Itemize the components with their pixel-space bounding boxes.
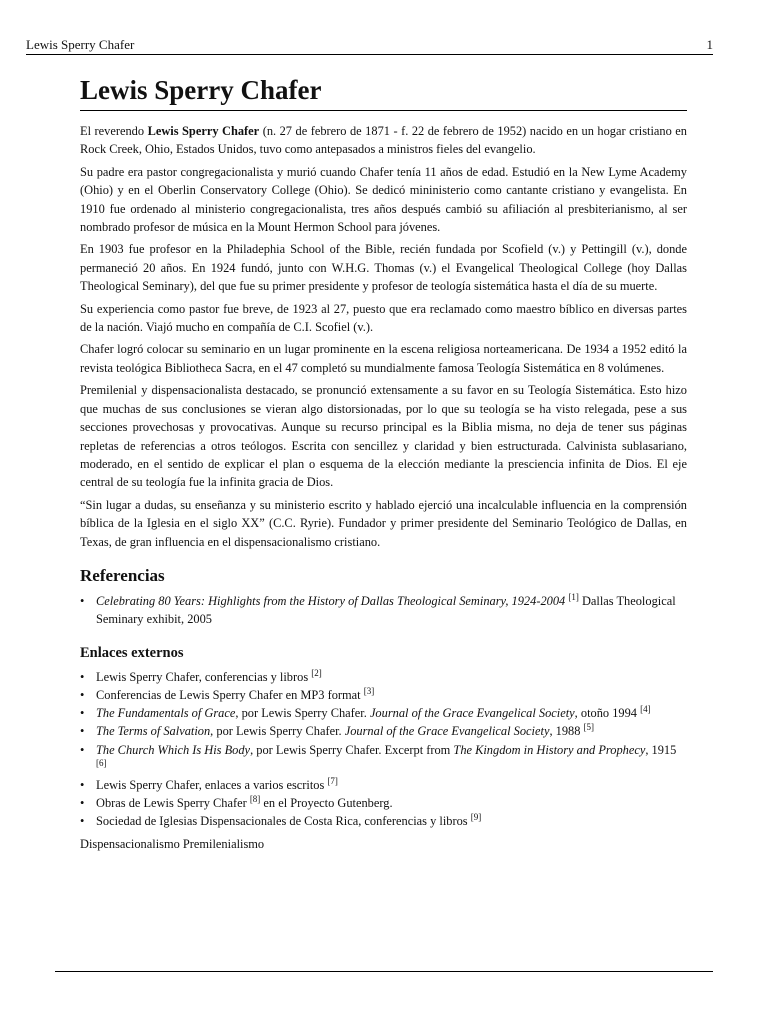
external-link-text-after: en el Proyecto Gutenberg. — [260, 796, 393, 811]
external-link-item — [96, 723, 687, 741]
paragraph-pastor: Su experiencia como pastor fue breve, de 1923 al 27, puesto que era reclamado como maestro bíblico en diversas partes de la nación. Viajó mucho en compañía de C.I. Scofiel (v.). — [80, 301, 687, 335]
article-body — [80, 122, 687, 551]
external-link-text: , por Lewis Sperry Chafer. — [210, 724, 345, 739]
external-links-heading: Enlaces externos — [80, 645, 184, 662]
external-link-text: Lewis Sperry Chafer, conferencias y libros — [96, 670, 312, 685]
external-link-text: Obras de Lewis Sperry Chafer — [96, 796, 250, 811]
journal-title: Journal of the Grace Evangelical Society — [344, 724, 550, 739]
reference-link-9[interactable]: [9] — [470, 812, 482, 823]
paragraph-seminary: Chafer logró colocar su seminario en un lugar prominente en la escena religiosa norteamericana. De 1934 a 1952 editó la revista teológica Bibliotheca Sacra, en el 47 completó su mundialmente famosa Teología Sistemática en 8 volúmenes. — [80, 342, 687, 375]
external-link-item — [96, 669, 687, 687]
reference-link-1[interactable]: [1] — [568, 591, 579, 602]
reference-title: Celebrating 80 Years: Highlights from the History of Dallas Theological Seminary, 1924-2004 — [96, 593, 566, 608]
references-heading: Referencias — [80, 565, 165, 585]
article — [80, 72, 687, 853]
reference-item — [96, 593, 687, 628]
reference-link-7[interactable]: [7] — [327, 776, 338, 787]
subject-name: Lewis Sperry Chafer — [147, 124, 260, 138]
reference-link-5[interactable]: [5] — [583, 722, 595, 733]
page-number: 1 — [706, 37, 713, 52]
paragraph-career: En 1903 fue profesor en la Philadephia School of the Bible, recién fundada por Scofield (v.) y Pettingill (v.), donde permaneció 20 años. En 1924 fundó, junto con W.H.G. Thomas (v.) el Evangelical Theological College (hoy Dallas Theological Seminary), del que fue su primer presidente y profesor de teología sistemática hasta el día de su muerte. — [80, 242, 687, 294]
reference-link-4[interactable]: [4] — [640, 704, 651, 715]
reference-link-6[interactable]: [6] — [96, 758, 107, 769]
work-title: The Church Which Is His Body — [96, 742, 251, 757]
paragraph-theology: Premilenial y dispensacionalista destacado, se pronunció extensamente a su favor en su Teología Sistemática. Esto hizo que muchas de sus conclusiones se vieran algo distorsionadas, por lo que su teología se ha visto relegada, pese a sus secciones provechosas y provocativas. Aunque su recurso principal es la Biblia misma, no deja de tener sus páginas repletas de referencias a otros teólogos. Escrita con sencillez y claridad y bien estructurada. Calvinista sublasariano, moderado, en el sentido de explicar el plan o esquema de la elección mediante la presciencia infinita de Dios. El eje central de su teología fue la infinita gracia de Dios. — [80, 383, 687, 490]
reference-link-8[interactable]: [8] — [249, 794, 261, 805]
external-link-item — [96, 777, 687, 795]
reference-link-2[interactable]: [2] — [311, 668, 322, 679]
reference-rest: Dallas Theological Seminary exhibit, 2005 — [96, 593, 676, 626]
running-header — [26, 37, 713, 55]
external-link-item — [96, 813, 687, 831]
intro-rest: (n. 27 de febrero de 1871 - f. 22 de febrero de 1952) nacido en un hogar cristiano en Rock Creek, Ohio, Estados Unidos, tuvo como antepasados a ministros fieles del evangelio. — [80, 124, 687, 157]
intro-lead: El reverendo — [80, 124, 148, 138]
external-link-date: , 1915 — [645, 742, 677, 757]
external-links-list — [80, 669, 687, 831]
external-link-date: , 1988 — [549, 724, 584, 739]
categories: Dispensacionalismo Premilenialismo — [80, 836, 265, 851]
paragraph-intro — [80, 122, 687, 159]
paragraph-early-life: Su padre era pastor congregacionalista y murió cuando Chafer tenía 11 años de edad. Estudió en la New Lyme Academy (Ohio) y en el Oberlin Conservatory College (Ohio). Se dedicó mininisterio como cantante cristiano y evangelista. En 1910 fue ordenado al ministerio congregacionalista, tres años después cambió su afiliación al presbiterianismo, al ser nombrado profesor de música en la Mount Hermon School para jóvenes. — [80, 164, 687, 235]
external-link-text: Lewis Sperry Chafer, enlaces a varios escritos — [96, 778, 328, 793]
paragraph-quote: “Sin lugar a dudas, su enseñanza y su ministerio escrito y hablado ejerció una incalculable influencia en la comprensión bíblica de la Iglesia en el siglo XX” (C.C. Ryrie). Fundador y primer presidente del Seminario Teológico de Dallas, en Texas, de gran influencia en el dispensacionalismo cristiano. — [80, 497, 687, 549]
external-link-text: Sociedad de Iglesias Dispensacionales de Costa Rica, conferencias y libros — [96, 814, 471, 829]
work-title: The Fundamentals of Grace — [96, 706, 236, 721]
external-link-item — [96, 795, 687, 813]
journal-title: Journal of the Grace Evangelical Society — [369, 706, 575, 721]
reference-link-3[interactable]: [3] — [363, 686, 375, 697]
work-title: The Terms of Salvation — [96, 724, 211, 739]
article-title: Lewis Sperry Chafer — [80, 72, 687, 111]
running-header-title: Lewis Sperry Chafer — [26, 37, 135, 52]
external-link-item — [96, 705, 687, 723]
external-link-item — [96, 687, 687, 705]
external-link-text: Conferencias de Lewis Sperry Chafer en MP3 format — [96, 688, 364, 703]
external-link-item — [96, 742, 687, 777]
external-link-date: , otoño 1994 — [574, 706, 641, 721]
book-title: The Kingdom in History and Prophecy — [453, 742, 646, 757]
references-list — [80, 593, 687, 628]
external-link-text: , por Lewis Sperry Chafer. Excerpt from — [250, 742, 454, 757]
footer-rule — [55, 971, 713, 972]
external-link-text: , por Lewis Sperry Chafer. — [235, 706, 370, 721]
